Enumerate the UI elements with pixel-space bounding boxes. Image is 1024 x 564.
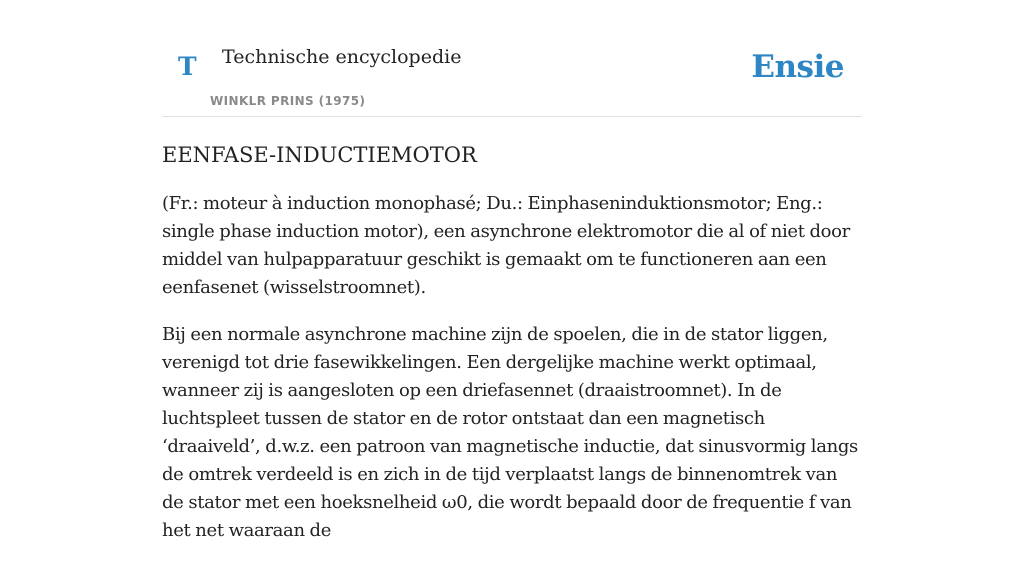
article — [162, 140, 862, 564]
source-logo[interactable]: T — [178, 52, 197, 81]
source-title-link[interactable]: Technische encyclopedie — [222, 46, 462, 68]
brand-logo[interactable]: Ensie — [751, 49, 844, 85]
article-paragraph: (Fr.: moteur à induction monophasé; Du.: Einphaseninduktionsmotor; Eng.: single phase induction motor), een asynchrone elektromotor die al of niet door middel van hulpapparatuur geschikt is gemaakt om te functioneren aan een eenfasenet (wisselstroomnet). — [162, 193, 850, 298]
source-subtitle: WINKLR PRINS (1975) — [210, 94, 366, 108]
article-paragraph: Bij een normale asynchrone machine zijn de spoelen, die in de stator liggen, verenigd tot drie fasewikkelingen. Een dergelijke machine werkt optimaal, wanneer zij is aangesloten op een driefasennet (draaistroomnet). In de luchtspleet tussen de stator en de rotor ontstaat dan een magnetisch ‘draaiveld’, d.w.z. een patroon van magnetische inductie, dat sinusvormig langs de omtrek verdeeld is en zich in de tijd verplaatst langs de binnenomtrek van de stator met een hoeksnelheid ω0, die wordt bepaald door de frequentie f van het net waaraan de — [162, 324, 858, 541]
article-title: EENFASE-INDUCTIEMOTOR — [162, 143, 477, 167]
site-header — [162, 0, 862, 117]
